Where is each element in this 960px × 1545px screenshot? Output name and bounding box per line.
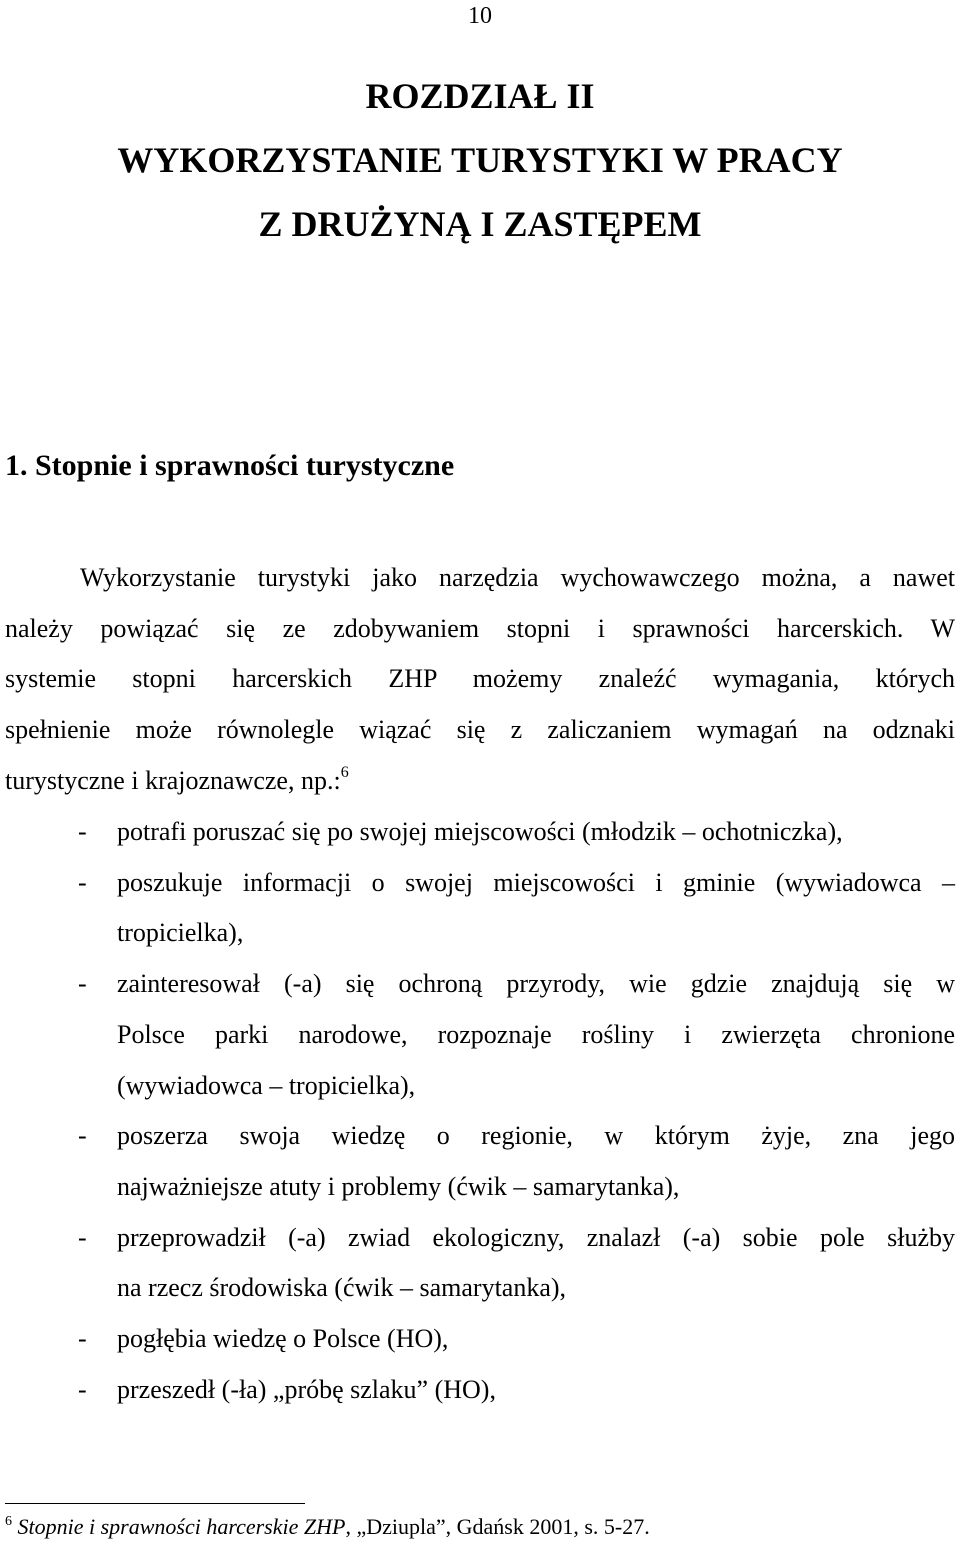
paragraph-line: Wykorzystanie turystyki jako narzędzia wychowawczego można, a nawet bbox=[80, 563, 955, 592]
paragraph-line: systemie stopni harcerskich ZHP możemy znaleźć wymagania, których bbox=[5, 664, 955, 693]
list-item-line: (wywiadowca – tropicielka), bbox=[117, 1071, 416, 1100]
chapter-title-line-2: WYKORZYSTANIE TURYSTYKI W PRACY bbox=[117, 140, 843, 180]
footnote bbox=[5, 1514, 650, 1540]
page-number: 10 bbox=[468, 3, 492, 29]
paragraph-line-last bbox=[5, 766, 349, 796]
list-item-line: na rzecz środowiska (ćwik – samarytanka), bbox=[117, 1273, 567, 1302]
list-item-line: Polsce parki narodowe, rozpoznaje rośliny i zwierzęta chronione bbox=[117, 1020, 955, 1049]
footnote-mark: 6 bbox=[5, 1514, 12, 1529]
list-item-line: przeszedł (-ła) „próbę szlaku” (HO), bbox=[117, 1375, 496, 1404]
list-item-line: poszerza swoja wiedzę o regionie, w którym żyje, zna jego bbox=[117, 1121, 955, 1150]
list-item-line: pogłębia wiedzę o Polsce (HO), bbox=[117, 1324, 449, 1353]
paragraph-line: spełnienie może równolegle wiązać się z zaliczaniem wymagań na odznaki bbox=[5, 715, 955, 744]
section-heading: 1. Stopnie i sprawności turystyczne bbox=[5, 449, 455, 482]
footnote-source-title: Stopnie i sprawności harcerskie ZHP bbox=[17, 1514, 346, 1539]
list-bullet: - bbox=[78, 1375, 87, 1404]
list-bullet: - bbox=[78, 868, 87, 897]
footnote-source-details: , „Dziupla”, Gdańsk 2001, s. 5-27. bbox=[345, 1514, 650, 1539]
footnote-separator bbox=[5, 1503, 305, 1504]
chapter-title-line-1: ROZDZIAŁ II bbox=[365, 76, 595, 116]
list-bullet: - bbox=[78, 1324, 87, 1353]
list-item-line: poszukuje informacji o swojej miejscowości i gminie (wywiadowca – bbox=[117, 868, 955, 897]
list-bullet: - bbox=[78, 817, 87, 846]
list-item-line: tropicielka), bbox=[117, 918, 244, 947]
list-bullet: - bbox=[78, 1121, 87, 1150]
list-item-line: potrafi poruszać się po swojej miejscowości (młodzik – ochotniczka), bbox=[117, 817, 843, 846]
list-item-line: najważniejsze atuty i problemy (ćwik – samarytanka), bbox=[117, 1172, 680, 1201]
list-bullet: - bbox=[78, 969, 87, 998]
list-bullet: - bbox=[78, 1223, 87, 1252]
paragraph-line: należy powiązać się ze zdobywaniem stopni i sprawności harcerskich. W bbox=[5, 614, 955, 643]
list-item-line: przeprowadził (-a) zwiad ekologiczny, znalazł (-a) sobie pole służby bbox=[117, 1223, 955, 1252]
footnote-reference: 6 bbox=[340, 764, 349, 781]
chapter-title-line-3: Z DRUŻYNĄ I ZASTĘPEM bbox=[258, 204, 702, 244]
list-item-line: zainteresował (-a) się ochroną przyrody, wie gdzie znajdują się w bbox=[117, 969, 955, 998]
paragraph-text: turystyczne i krajoznawcze, np.: bbox=[5, 766, 341, 795]
